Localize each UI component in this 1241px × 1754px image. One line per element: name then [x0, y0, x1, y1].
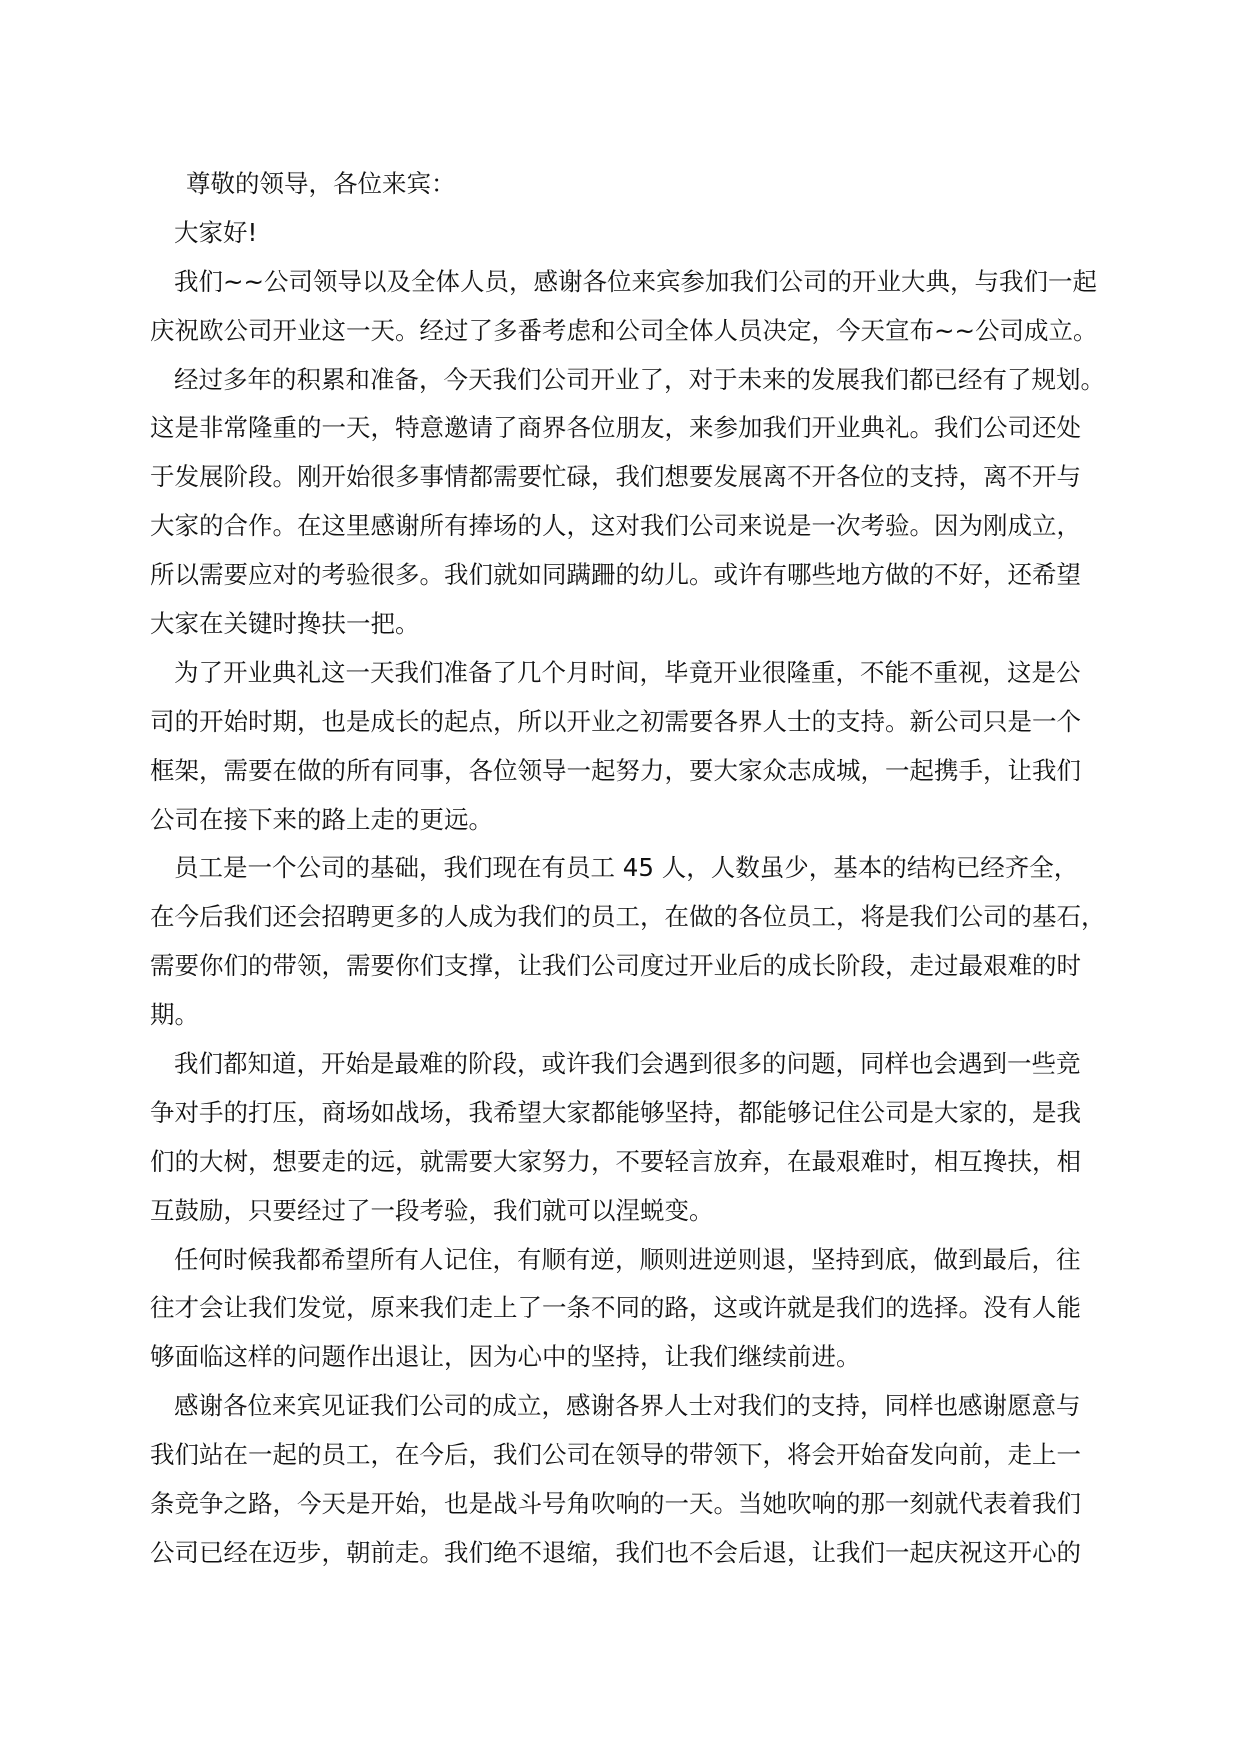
text-line: 需要你们的带领，需要你们支撑，让我们公司度过开业后的成长阶段，走过最艰难的时: [150, 951, 1081, 981]
text-line: 在今后我们还会招聘更多的人成为我们的员工，在做的各位员工，将是我们公司的基石，: [150, 902, 1106, 932]
salutation: 尊敬的领导，各位来宾：: [186, 169, 456, 198]
text-line: 往才会让我们发觉，原来我们走上了一条不同的路，这或许就是我们的选择。没有人能: [150, 1293, 1081, 1323]
text-line: 条竞争之路，今天是开始，也是战斗号角吹响的一天。当她吹响的那一刻就代表着我们: [150, 1489, 1081, 1519]
text-line: 我们站在一起的员工，在今后，我们公司在领导的带领下，将会开始奋发向前，走上一: [150, 1440, 1081, 1470]
text-line: 员工是一个公司的基础，我们现在有员工 45 人，人数虽少，基本的结构已经齐全，: [174, 853, 1079, 883]
text-line: 公司在接下来的路上走的更远。: [150, 804, 493, 834]
text-line: 大家的合作。在这里感谢所有捧场的人，这对我们公司来说是一次考验。因为刚成立，: [150, 511, 1081, 541]
text-line: 够面临这样的问题作出退让，因为心中的坚持，让我们继续前进。: [150, 1342, 861, 1372]
text-line: 互鼓励，只要经过了一段考验，我们就可以涅蜕变。: [150, 1195, 714, 1225]
text-line: 于发展阶段。刚开始很多事情都需要忙碌，我们想要发展离不开各位的支持，离不开与: [150, 462, 1081, 492]
text-line: 们的大树，想要走的远，就需要大家努力，不要轻言放弃，在最艰难时，相互搀扶，相: [150, 1146, 1081, 1176]
text-line: 我们都知道，开始是最难的阶段，或许我们会遇到很多的问题，同样也会遇到一些竞: [174, 1049, 1081, 1079]
text-line: 司的开始时期，也是成长的起点，所以开业之初需要各界人士的支持。新公司只是一个: [150, 706, 1081, 736]
text-line: 大家在关键时搀扶一把。: [150, 609, 420, 639]
text-line: 期。: [150, 1000, 199, 1030]
text-line: 争对手的打压，商场如战场，我希望大家都能够坚持，都能够记住公司是大家的，是我: [150, 1097, 1081, 1127]
text-line: 框架，需要在做的所有同事，各位领导一起努力，要大家众志成城，一起携手，让我们: [150, 755, 1081, 785]
text-line: 庆祝欧公司开业这一天。经过了多番考虑和公司全体人员决定，今天宣布~~公司成立。: [150, 315, 1098, 345]
text-line: 感谢各位来宾见证我们公司的成立，感谢各界人士对我们的支持，同样也感谢愿意与: [174, 1391, 1081, 1421]
text-line: 经过多年的积累和准备，今天我们公司开业了，对于未来的发展我们都已经有了规划。: [174, 364, 1105, 394]
text-line: 公司已经在迈步，朝前走。我们绝不退缩，我们也不会后退，让我们一起庆祝这开心的: [150, 1537, 1081, 1567]
text-line: 这是非常隆重的一天，特意邀请了商界各位朋友，来参加我们开业典礼。我们公司还处: [150, 413, 1081, 443]
speech-body: [150, 160, 1106, 1578]
text-line: 所以需要应对的考验很多。我们就如同蹒跚的幼儿。或许有哪些地方做的不好，还希望: [150, 560, 1081, 590]
text-line: 为了开业典礼这一天我们准备了几个月时间，毕竟开业很隆重，不能不重视，这是公: [174, 657, 1081, 687]
text-line: 我们~~公司领导以及全体人员，感谢各位来宾参加我们公司的开业大典，与我们一起: [174, 266, 1098, 296]
text-line: 任何时候我都希望所有人记住，有顺有逆，顺则进逆则退，坚持到底，做到最后，往: [174, 1244, 1081, 1274]
greeting: 大家好!: [174, 217, 258, 247]
